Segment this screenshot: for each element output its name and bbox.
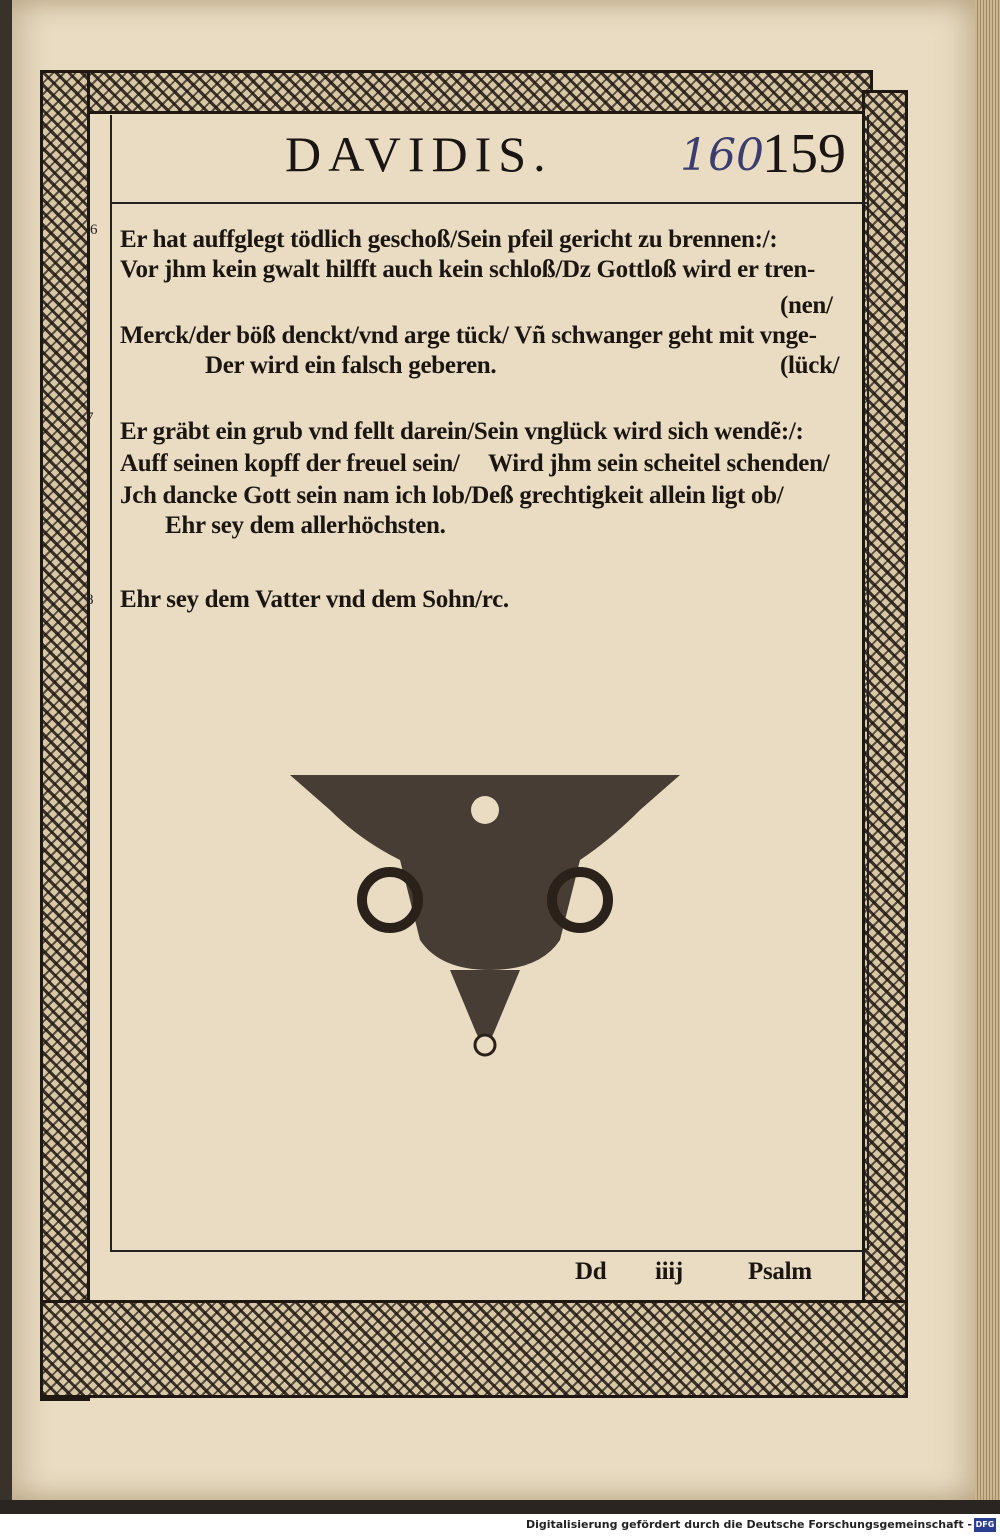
catchword: Psalm — [748, 1258, 812, 1285]
credit-bar — [0, 1514, 1000, 1538]
handwritten-number: 160 — [680, 130, 764, 181]
verse-line: (nen/ — [780, 292, 833, 319]
signature-number: iiij — [655, 1258, 683, 1285]
credit-text: Digitalisierung gefördert durch die Deutsche Forschungsgemeinschaft - — [525, 1518, 972, 1531]
verse-line: Auff seinen kopff der freuel sein/ — [120, 450, 460, 477]
book-spine — [0, 0, 12, 1500]
verse-line: (lück/ — [780, 352, 840, 379]
verse-line: Wird jhm sein scheitel schenden/ — [488, 450, 830, 477]
verse-line: Ehr sey dem Vatter vnd dem Sohn/rc. — [120, 586, 509, 613]
verse-number: 6 — [90, 222, 98, 238]
ornament-border-left — [40, 70, 90, 1401]
verse-line: Er hat auffglegt tödlich geschoß/Sein pfeil gericht zu brennen:/: — [120, 226, 778, 253]
page-edges — [975, 0, 1000, 1500]
book-page — [12, 0, 987, 1500]
verse-line: Jch dancke Gott sein nam ich lob/Deß grechtigkeit allein ligt ob/ — [120, 482, 784, 509]
woodcut-ornament — [280, 770, 690, 1070]
verse-number: 7 — [86, 410, 94, 426]
ornament-border-bottom — [40, 1300, 908, 1398]
text-frame — [110, 115, 869, 1250]
folio-number: 159 — [762, 123, 846, 185]
verse-line: Er gräbt ein grub vnd fellt darein/Sein vnglück wird sich wendẽ:/: — [120, 418, 804, 445]
signature-mark: Dd — [575, 1258, 607, 1285]
verse-line: Vor jhm kein gwalt hilfft auch kein schloß/Dz Gottloß wird er tren- — [120, 256, 815, 283]
verse-line: Der wird ein falsch geberen. — [205, 352, 497, 379]
verse-line: Merck/der böß denckt/vnd arge tück/ Vñ schwanger geht mit vnge- — [120, 322, 817, 349]
dfg-logo: DFG — [974, 1518, 996, 1532]
ornament-border-top — [87, 70, 873, 114]
footer-rule — [110, 1250, 867, 1252]
header-rule — [110, 202, 867, 204]
page-title: DAVIDIS. — [285, 126, 553, 182]
verse-number: 8 — [86, 592, 94, 608]
verse-line: Ehr sey dem allerhöchsten. — [165, 512, 446, 539]
